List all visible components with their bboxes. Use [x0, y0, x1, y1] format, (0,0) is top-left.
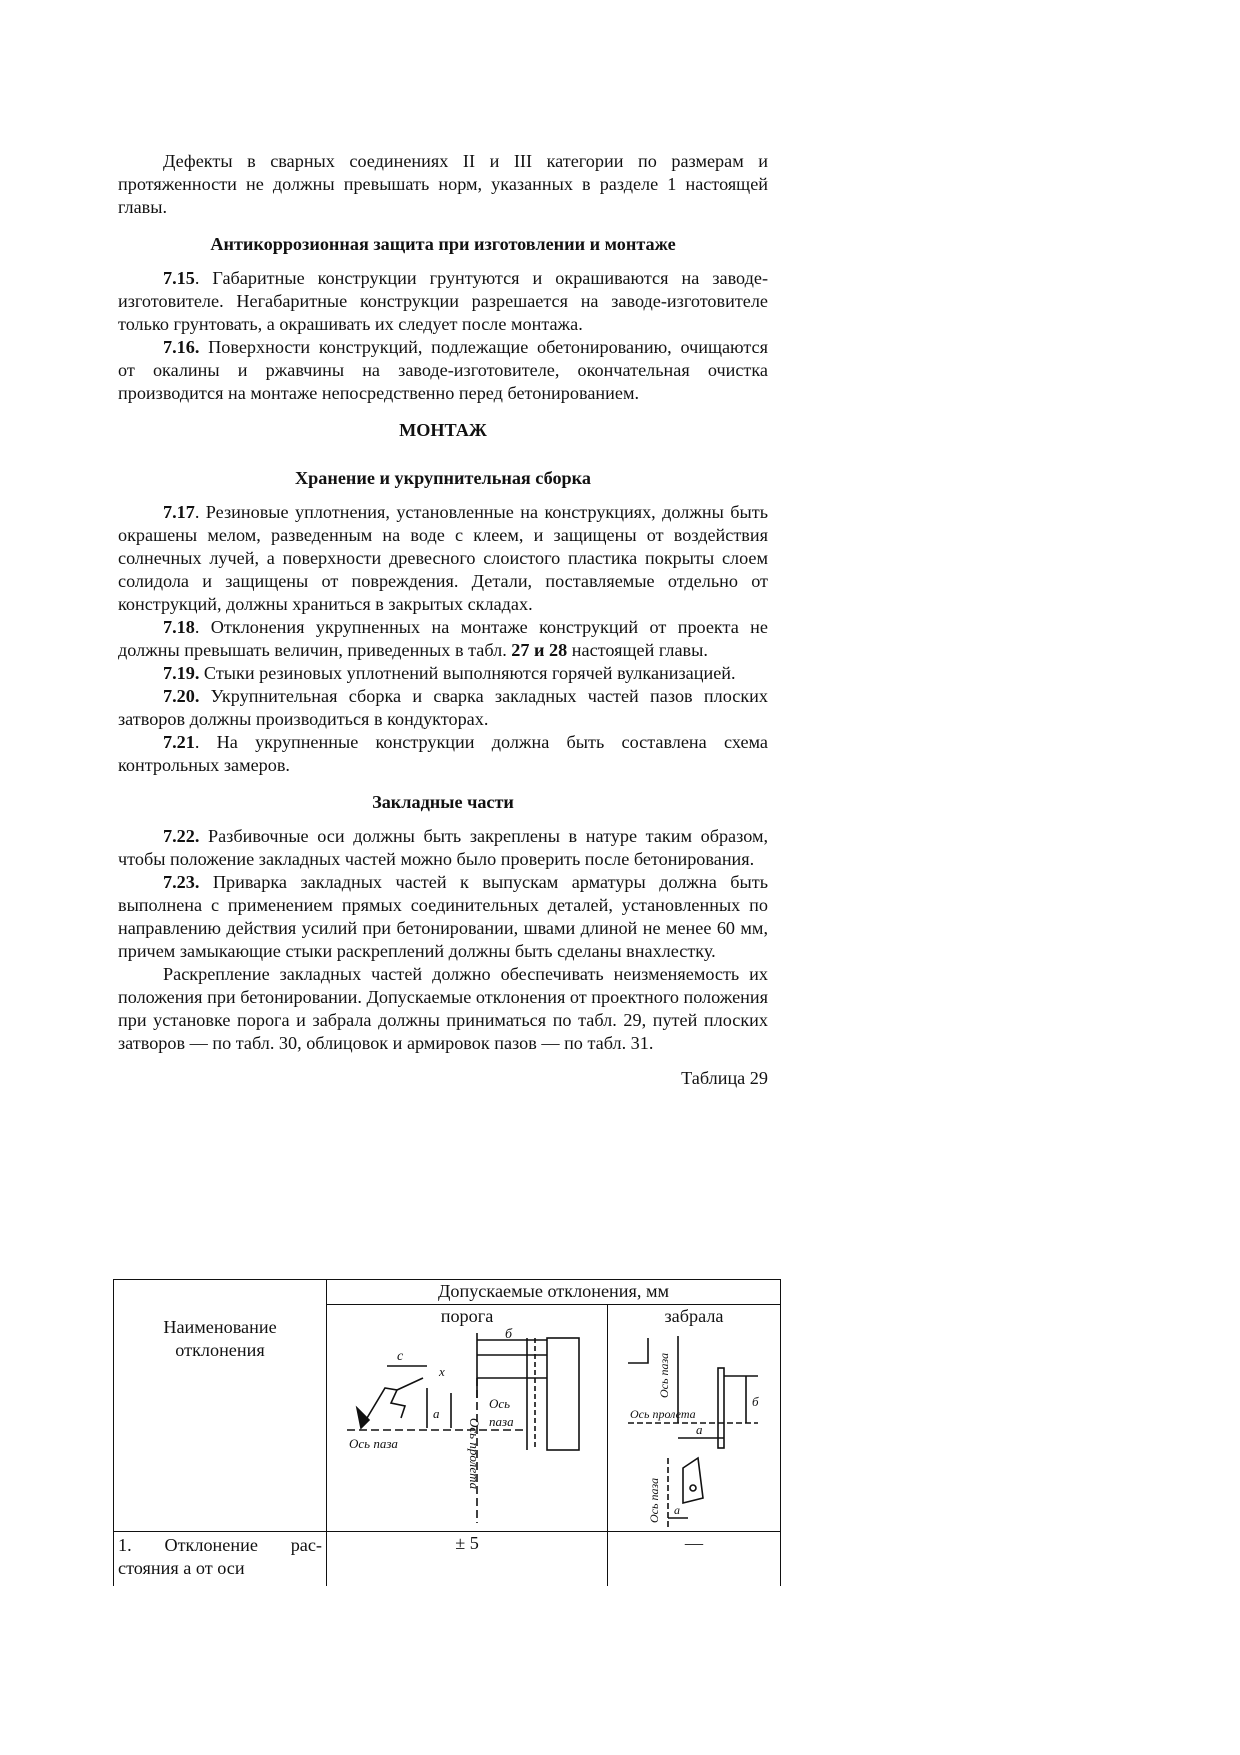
paragraph-number: 7.17 — [163, 502, 195, 522]
label-b: б — [505, 1328, 513, 1342]
table-caption: Таблица 29 — [681, 1068, 768, 1088]
header-cell-name — [114, 1280, 327, 1532]
lower-circle — [690, 1485, 696, 1491]
paragraph-text: Стыки резиновых уплотнений выполняются горячей вулканизацией. — [199, 663, 736, 683]
label-visor-span: Ось пролета — [630, 1407, 696, 1421]
header-visor: забрала — [664, 1306, 724, 1326]
header-threshold: порога — [440, 1306, 494, 1326]
label-x: x — [439, 1364, 445, 1379]
paragraph-7-20 — [118, 685, 768, 731]
row1-name-cell — [114, 1532, 327, 1587]
document-page — [118, 150, 768, 1090]
paragraph-text: Разбивочные оси должны быть закреплены в натуре таким образом, чтобы положение закладных частей можно было проверить после бетонирования. — [118, 826, 768, 869]
paragraph-text: . Габаритные конструкции грунтуются и окрашиваются на заводе-изготовителе. Негабаритные конструкции разрешается на заводе-изготовителе только грунтовать, а окрашивать их следует после монтажа. — [118, 268, 768, 334]
paragraph-fastening: Раскрепление закладных частей должно обеспечивать неизменяемость их положения при бетонировании. Допускаемые отклонения от проектного положения при установке порога и забрала должны приниматься по табл. 29, путей плоских затворов — по табл. 30, облицовок и армировок пазов — по табл. 31. — [118, 964, 769, 1053]
heading-anticorrosion: Антикоррозионная защита при изготовлении и монтаже — [210, 234, 676, 254]
header-group: Допускаемые отклонения, мм — [327, 1280, 781, 1305]
label-c: c — [397, 1349, 404, 1364]
label-lower-axis: Ось паза — [647, 1477, 661, 1523]
paragraph-7-21 — [118, 731, 768, 777]
paragraph-number: 7.20. — [163, 686, 200, 706]
label-span-axis: Ось пролета — [467, 1418, 482, 1490]
threshold-sketch — [327, 1328, 607, 1530]
paragraph-number: 7.18 — [163, 617, 195, 637]
label-visor-axis: Ось паза — [657, 1352, 671, 1398]
row1-visor: — — [608, 1532, 781, 1587]
visor-plate — [718, 1368, 724, 1448]
heading-storage: Хранение и укрупнительная сборка — [295, 468, 591, 488]
paragraph-7-18 — [118, 616, 768, 662]
label-visor-b: б — [752, 1394, 759, 1409]
row1-name: 1. Отклонение рас-стояния а от оси — [118, 1535, 322, 1578]
intro-paragraph: Дефекты в сварных соединениях II и III категории по размерам и протяженности не должны превышать норм, указанных в разделе 1 настоящей главы. — [118, 151, 768, 217]
visor-profile — [628, 1338, 648, 1363]
paragraph-text: . Резиновые уплотнения, установленные на конструкциях, должны быть окрашены мелом, разведенным на воде с клеем, и защищены от воздействия солнечных лучей, а поверхности древесного слоистого пластика покрыты слоем солидола и защищены от повреждения. Детали, поставляемые отдельно от конструкций, должны храниться в закрытых складах. — [118, 502, 768, 614]
label-lower-a: a — [674, 1503, 680, 1517]
label-groove: паза — [489, 1414, 514, 1429]
paragraph-number: 7.22. — [163, 826, 200, 846]
paragraph-7-22 — [118, 825, 768, 871]
paragraph-number: 7.21 — [163, 732, 195, 752]
seal-profile — [367, 1388, 405, 1418]
paragraph-text: Укрупнительная сборка и сварка закладных частей пазов плоских затворов должны производиться в кондукторах. — [118, 686, 768, 729]
label-a: a — [433, 1406, 440, 1421]
heading-montage: МОНТАЖ — [399, 420, 487, 440]
seal-arm — [397, 1378, 423, 1390]
paragraph-text: . На укрупненные конструкции должна быть составлена схема контрольных замеров. — [118, 732, 768, 775]
row1-threshold: ± 5 — [327, 1532, 608, 1587]
paragraph-text: Приварка закладных частей к выпускам арматуры должна быть выполнена с применением прямых соединительных деталей, установленных по направлению действия усилий при бетонировании, швами длиной не менее 60 мм, причем замыкающие стыки раскреплений должны быть сделаны внахлестку. — [118, 872, 768, 961]
heading-embedded: Закладные части — [372, 792, 514, 812]
frame-block — [547, 1338, 579, 1450]
paragraph-number: 7.23. — [163, 872, 200, 892]
paragraph-7-17 — [118, 501, 768, 616]
paragraph-text: настоящей главы. — [567, 640, 708, 660]
table-reference: 27 и 28 — [511, 640, 568, 660]
paragraph-7-16 — [118, 336, 768, 405]
label-visor-a: a — [696, 1422, 703, 1437]
table-29 — [113, 1279, 781, 1586]
paragraph-number: 7.15 — [163, 268, 195, 288]
header-cell-visor — [608, 1305, 781, 1532]
seal-tip — [357, 1408, 369, 1428]
paragraph-7-23 — [118, 871, 768, 963]
lower-profile — [683, 1458, 703, 1503]
paragraph-number: 7.16. — [163, 337, 200, 357]
header-cell-threshold — [327, 1305, 608, 1532]
header-name: Наименование отклонения — [163, 1316, 277, 1360]
paragraph-text: Поверхности конструкций, подлежащие обетонированию, очищаются от окалины и ржавчины на заводе-изготовителе, окончательная очистка производится на монтаже непосредственно перед бетонированием. — [118, 337, 768, 403]
paragraph-7-15 — [118, 267, 768, 336]
label-groove-axis: Ось паза — [349, 1436, 398, 1451]
paragraph-number: 7.19. — [163, 663, 200, 683]
paragraph-7-19 — [118, 662, 768, 685]
visor-sketch — [608, 1328, 780, 1530]
label-axis: Ось — [489, 1396, 511, 1411]
paragraph-text: . Отклонения укрупненных на монтаже конструкций от проекта не должны превышать величин, приведенных в табл. — [118, 617, 768, 660]
